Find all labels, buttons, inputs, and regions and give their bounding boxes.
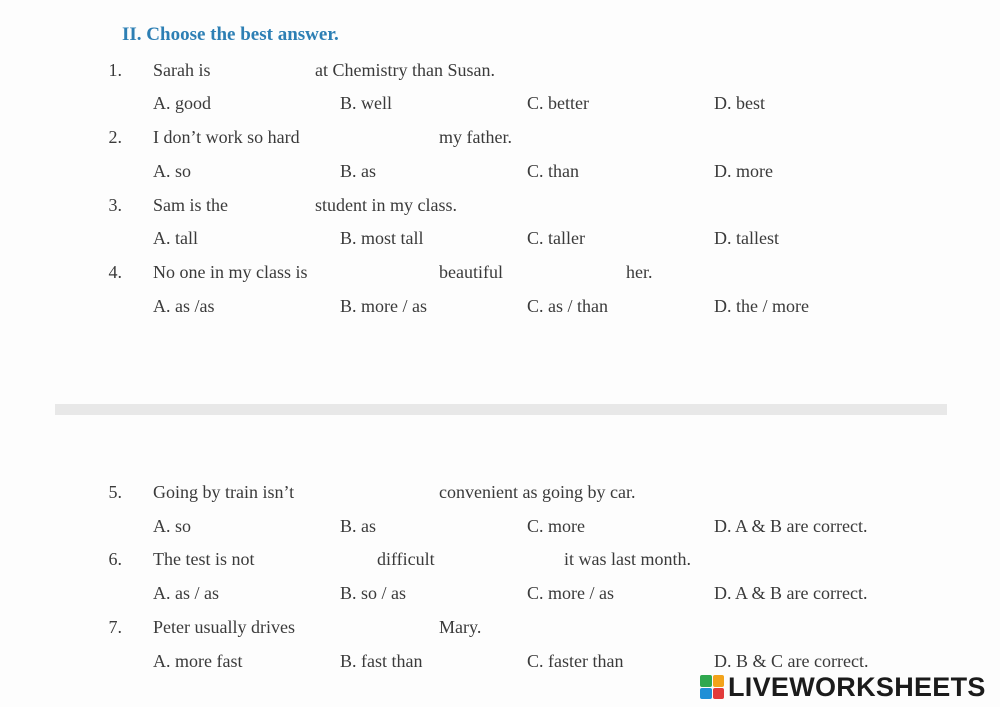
answer-option-d[interactable]: D. tallest: [714, 228, 779, 248]
question-number: 1.: [108, 60, 122, 80]
question-number: 4.: [108, 262, 122, 282]
page-divider: [55, 404, 947, 415]
answer-option-d[interactable]: D. B & C are correct.: [714, 651, 869, 671]
answer-option-a[interactable]: A. so: [153, 516, 192, 536]
answer-option-a[interactable]: A. good: [153, 93, 211, 113]
answer-option-b[interactable]: B. fast than: [340, 651, 423, 671]
question-text: Sarah is: [153, 60, 211, 80]
question-text: I don’t work so hard: [153, 127, 300, 147]
question-text: beautiful: [439, 262, 503, 282]
question-number: 3.: [108, 195, 122, 215]
liveworksheets-logo: [700, 672, 986, 702]
answer-option-d[interactable]: D. the / more: [714, 296, 809, 316]
logo-square: [713, 675, 725, 687]
logo-square: [700, 675, 712, 687]
answer-option-c[interactable]: C. more: [527, 516, 585, 536]
logo-square: [700, 688, 712, 700]
answer-option-b[interactable]: B. more / as: [340, 296, 427, 316]
question-text: Peter usually drives: [153, 617, 295, 637]
logo-text: LIVEWORKSHEETS: [728, 671, 986, 702]
answer-option-b[interactable]: B. as: [340, 516, 376, 536]
question-text: difficult: [377, 549, 435, 569]
question-text: her.: [626, 262, 653, 282]
question-text: Mary.: [439, 617, 482, 637]
question-number: 6.: [108, 549, 122, 569]
answer-option-c[interactable]: C. than: [527, 161, 579, 181]
answer-option-d[interactable]: D. A & B are correct.: [714, 516, 868, 536]
question-text: Going by train isn’t: [153, 482, 295, 502]
answer-option-a[interactable]: A. tall: [153, 228, 198, 248]
answer-option-a[interactable]: A. more fast: [153, 651, 243, 671]
answer-option-c[interactable]: C. taller: [527, 228, 585, 248]
liveworksheets-logo-icon: [700, 675, 724, 699]
answer-option-b[interactable]: B. so / as: [340, 583, 407, 603]
question-number: 5.: [108, 482, 122, 502]
question-text: at Chemistry than Susan.: [315, 60, 495, 80]
answer-option-a[interactable]: A. as /as: [153, 296, 215, 316]
answer-option-d[interactable]: D. best: [714, 93, 765, 113]
question-number: 7.: [108, 617, 122, 637]
answer-option-c[interactable]: C. better: [527, 93, 589, 113]
question-number: 2.: [108, 127, 122, 147]
question-text: The test is not: [153, 549, 255, 569]
answer-option-c[interactable]: C. faster than: [527, 651, 624, 671]
answer-option-a[interactable]: A. so: [153, 161, 192, 181]
question-text: it was last month.: [564, 549, 691, 569]
question-text: convenient as going by car.: [439, 482, 636, 502]
question-text: student in my class.: [315, 195, 457, 215]
answer-option-d[interactable]: D. A & B are correct.: [714, 583, 868, 603]
answer-option-c[interactable]: C. more / as: [527, 583, 614, 603]
answer-option-a[interactable]: A. as / as: [153, 583, 219, 603]
question-text: Sam is the: [153, 195, 228, 215]
cropped-text-fragment: [122, 689, 342, 697]
answer-option-b[interactable]: B. most tall: [340, 228, 424, 248]
answer-option-d[interactable]: D. more: [714, 161, 773, 181]
answer-option-c[interactable]: C. as / than: [527, 296, 608, 316]
section-heading: II. Choose the best answer.: [122, 24, 339, 45]
logo-square: [713, 688, 725, 700]
question-text: No one in my class is: [153, 262, 308, 282]
question-text: my father.: [439, 127, 512, 147]
answer-option-b[interactable]: B. well: [340, 93, 392, 113]
answer-option-b[interactable]: B. as: [340, 161, 376, 181]
